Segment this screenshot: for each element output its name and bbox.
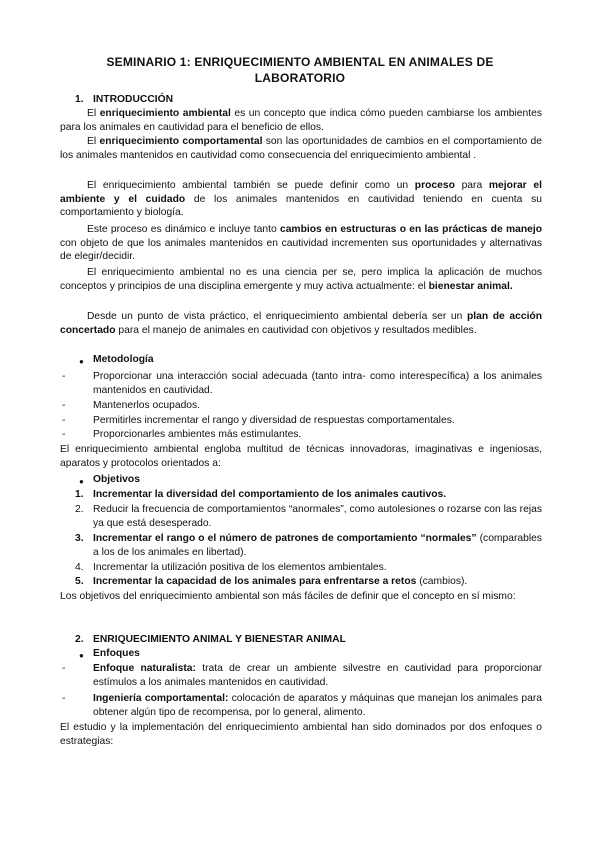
list-item: Ingeniería comportamental: colocación de aparatos y máquinas que manejan los animales para obtener algún tipo de recompensa, por lo general, alimento.: [93, 693, 542, 718]
list-item: Incrementar la diversidad del comportamiento de los animales cautivos.: [93, 489, 447, 500]
subheading: Objetivos: [93, 474, 140, 485]
dash-bullet: -: [62, 371, 66, 382]
paragraph: Este proceso es dinámico e incluye tanto cambios en estructuras o en las prácticas de manejo con objeto de que los animales mantenidos en cautividad incrementen sus oportunidades y alternativas de elegir/decidir.: [60, 224, 542, 263]
section-heading: ENRIQUECIMIENTO ANIMAL Y BIENESTAR ANIMAL: [93, 634, 346, 645]
section-heading: INTRODUCCIÓN: [93, 94, 174, 105]
document-title: SEMINARIO 1: ENRIQUECIMIENTO AMBIENTAL EN ANIMALES DE LABORATORIO: [106, 55, 494, 85]
paragraph: El enriquecimiento ambiental es un concepto que indica cómo pueden cambiarse los ambientes para los animales en cautividad para el beneficio de ellos.: [60, 108, 542, 133]
list-number: 5.: [75, 576, 84, 587]
section-number: 2.: [75, 634, 84, 645]
paragraph: Desde un punto de vista práctico, el enriquecimiento ambiental debería ser un plan de acción concertado para el manejo de animales en cautividad con objetivos y resultados medibles.: [60, 311, 543, 336]
dash-bullet: -: [62, 663, 66, 674]
subheading: Metodología: [93, 354, 154, 365]
list-number: 3.: [75, 533, 84, 544]
bullet-icon: ●: [79, 357, 84, 366]
list-item: Enfoque naturalista: trata de crear un ambiente silvestre en cautividad para proporcionar estímulos a los animales mantenidos en cautividad.: [93, 663, 542, 688]
list-item: Incrementar el rango o el número de patrones de comportamiento “normales” (comparables a los de los animales en libertad).: [93, 533, 542, 558]
bullet-icon: ●: [79, 651, 84, 660]
list-number: 1.: [75, 489, 84, 500]
list-number: 4.: [75, 562, 84, 573]
list-item: Mantenerlos ocupados.: [93, 400, 201, 411]
paragraph: El estudio y la implementación del enriquecimiento ambiental han sido dominados por dos enfoques o estrategias:: [60, 722, 542, 747]
list-item: Incrementar la capacidad de los animales para enfrentarse a retos (cambios).: [93, 576, 468, 587]
list-number: 2.: [75, 504, 84, 515]
list-item: Incrementar la utilización positiva de los elementos ambientales.: [93, 562, 387, 573]
paragraph: El enriquecimiento comportamental son las oportunidades de cambios en el comportamiento de los animales mantenidos en cautividad como consecuencia del enriquecimiento ambiental .: [60, 136, 542, 161]
list-item: Proporcionarles ambientes más estimulantes.: [93, 429, 302, 440]
dash-bullet: -: [62, 429, 66, 440]
list-item: Reducir la frecuencia de comportamientos “anormales”, como autolesiones o rozarse con las rejas ya que está desesperado.: [93, 504, 542, 529]
dash-bullet: -: [62, 415, 66, 426]
bullet-icon: ●: [79, 477, 84, 486]
subheading: Enfoques: [93, 648, 140, 659]
section-number: 1.: [75, 94, 84, 105]
list-item: Permitirles incrementar el rango y diversidad de respuestas comportamentales.: [93, 415, 455, 426]
paragraph: Los objetivos del enriquecimiento ambiental son más fáciles de definir que el concepto en sí mismo:: [60, 591, 516, 602]
paragraph: El enriquecimiento ambiental engloba multitud de técnicas innovadoras, imaginativas e ingeniosas, aparatos y protocolos orientados a:: [60, 444, 542, 469]
dash-bullet: -: [62, 693, 66, 704]
paragraph: El enriquecimiento ambiental también se puede definir como un proceso para mejorar el ambiente y el cuidado de los animales mantenidos en cautividad teniendo en cuenta su comportamiento y biología.: [60, 180, 542, 219]
dash-bullet: -: [62, 400, 66, 411]
list-item: Proporcionar una interacción social adecuada (tanto intra- como interespecífica) a los animales mantenidos en cautividad.: [93, 371, 542, 396]
paragraph: El enriquecimiento ambiental no es una ciencia per se, pero implica la aplicación de muchos conceptos y principios de una disciplina emergente y muy activa actualmente: el bienestar animal.: [60, 267, 542, 292]
